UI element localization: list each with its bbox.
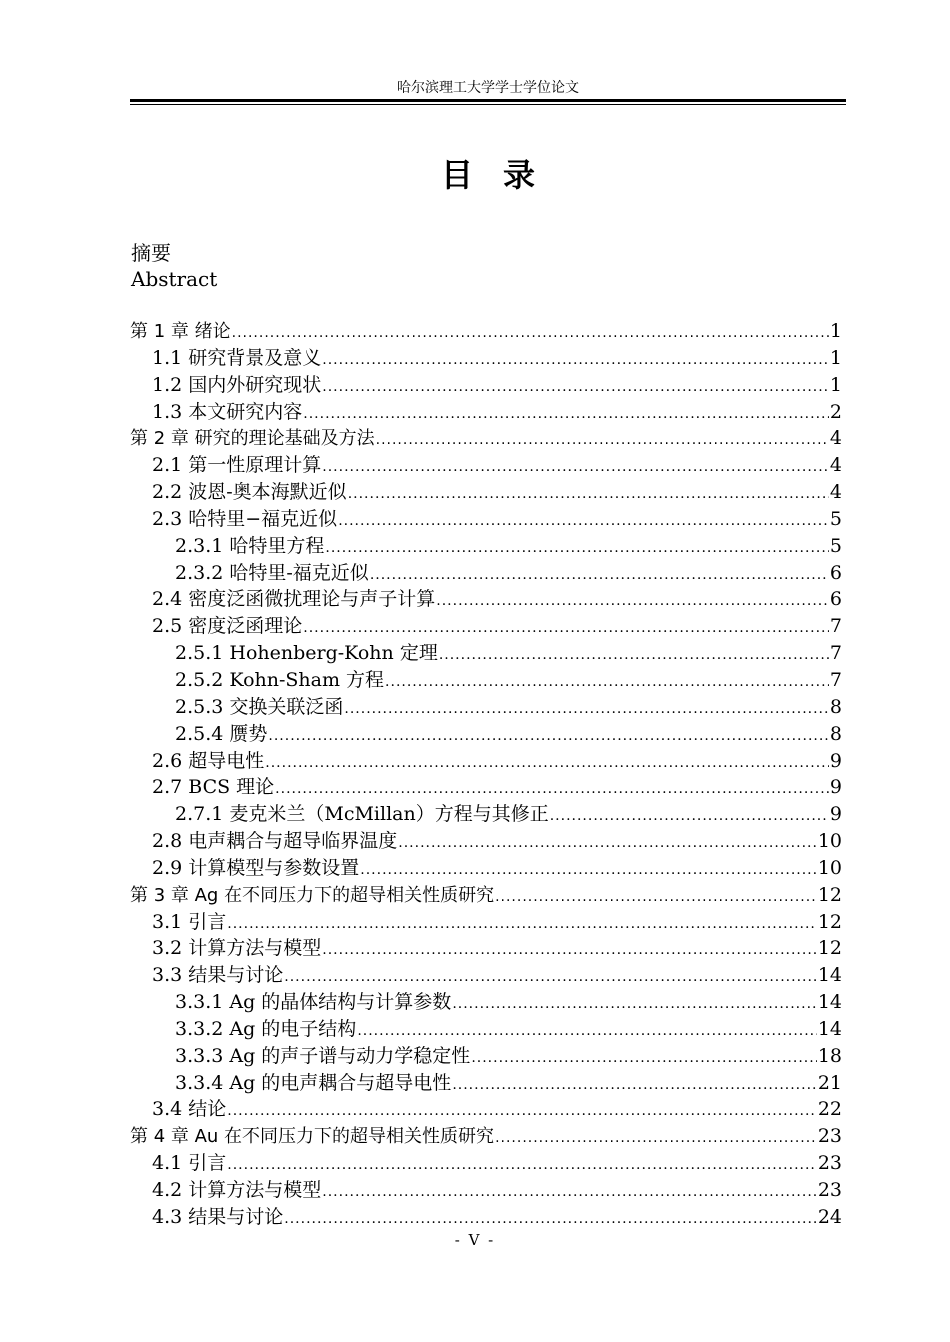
toc-section-entry[interactable] <box>130 1204 842 1231</box>
toc-entry-label: 3.2 计算方法与模型 <box>152 937 322 960</box>
toc-section-entry[interactable] <box>130 774 842 801</box>
toc-entry-label: 3.4 结论 <box>152 1098 227 1121</box>
toc-entry-label: 2.5.4 赝势 <box>175 722 268 745</box>
toc-dot-leader <box>439 642 829 669</box>
toc-dot-leader <box>398 830 817 857</box>
toc-subsection-entry[interactable] <box>130 1016 842 1043</box>
toc-entry-page: 6 <box>829 588 842 611</box>
header-rule <box>130 99 846 102</box>
toc-dot-leader <box>338 508 829 535</box>
toc-entry-label: 2.5 密度泛函理论 <box>152 615 303 638</box>
toc-dot-leader <box>452 991 817 1018</box>
toc-entry-label: 3.3.2 Ag 的电子结构 <box>175 1017 357 1040</box>
toc-entry-label: 第 3 章 Ag 在不同压力下的超导相关性质研究 <box>130 884 495 906</box>
toc-dot-leader <box>322 347 829 374</box>
toc-entry-label: 3.3.3 Ag 的声子谱与动力学稳定性 <box>175 1044 471 1067</box>
toc-dot-leader <box>303 615 829 642</box>
toc-dot-leader <box>360 857 817 884</box>
toc-entry-label: 第 2 章 研究的理论基础及方法 <box>130 428 375 450</box>
toc-section-entry[interactable] <box>130 372 842 399</box>
toc-dot-leader <box>268 723 829 750</box>
abstract-cn-entry[interactable]: 摘要 <box>131 241 171 265</box>
toc-section-entry[interactable] <box>130 399 842 426</box>
toc-entry-label: 4.1 引言 <box>152 1152 227 1175</box>
toc-entry-page: 1 <box>829 320 842 342</box>
toc-dot-leader <box>284 964 817 991</box>
toc-entry-label: 1.2 国内外研究现状 <box>152 373 322 396</box>
toc-entry-page: 10 <box>817 856 842 879</box>
toc-entry-page: 14 <box>817 1017 842 1040</box>
toc-section-entry[interactable] <box>130 748 842 775</box>
toc-entry-page: 14 <box>817 964 842 987</box>
toc-entry-page: 6 <box>829 561 842 584</box>
toc-dot-leader <box>495 884 817 911</box>
toc-section-entry[interactable] <box>130 1177 842 1204</box>
toc-subsection-entry[interactable] <box>130 694 842 721</box>
toc-entry-page: 12 <box>817 883 842 906</box>
toc-section-entry[interactable] <box>130 479 842 506</box>
toc-dot-leader <box>452 1072 817 1099</box>
toc-entry-label: 2.9 计算模型与参数设置 <box>152 856 360 879</box>
toc-subsection-entry[interactable] <box>130 989 842 1016</box>
toc-entry-label: 2.7 BCS 理论 <box>152 776 275 799</box>
toc-entry-page: 7 <box>829 642 842 665</box>
toc-subsection-entry[interactable] <box>130 1070 842 1097</box>
toc-entry-page: 1 <box>829 373 842 396</box>
toc-entry-label: 3.1 引言 <box>152 910 227 933</box>
toc-dot-leader <box>232 320 829 347</box>
toc-section-entry[interactable] <box>130 613 842 640</box>
toc-dot-leader <box>227 911 817 938</box>
toc-entry-label: 2.5.3 交换关联泛函 <box>175 695 344 718</box>
toc-entry-page: 12 <box>817 910 842 933</box>
toc-section-entry[interactable] <box>130 452 842 479</box>
toc-entry-label: 1.1 研究背景及意义 <box>152 346 322 369</box>
toc-entry-page: 7 <box>829 668 842 691</box>
table-of-contents <box>130 318 842 1231</box>
toc-subsection-entry[interactable] <box>130 640 842 667</box>
toc-entry-label: 2.3.1 哈特里方程 <box>175 534 325 557</box>
toc-chapter-entry[interactable] <box>130 425 842 452</box>
toc-entry-page: 7 <box>829 615 842 638</box>
toc-entry-page: 8 <box>829 695 842 718</box>
toc-entry-page: 2 <box>829 400 842 423</box>
toc-dot-leader <box>227 1098 817 1125</box>
toc-entry-page: 5 <box>829 534 842 557</box>
toc-dot-leader <box>265 750 829 777</box>
toc-entry-page: 9 <box>829 749 842 772</box>
page-number: - V - <box>454 1231 496 1249</box>
toc-entry-page: 4 <box>829 481 842 504</box>
toc-subsection-entry[interactable] <box>130 721 842 748</box>
toc-section-entry[interactable] <box>130 506 842 533</box>
toc-chapter-entry[interactable] <box>130 318 842 345</box>
toc-entry-label: 2.3.2 哈特里-福克近似 <box>175 561 369 584</box>
toc-entry-label: 1.3 本文研究内容 <box>152 400 303 423</box>
toc-section-entry[interactable] <box>130 586 842 613</box>
toc-entry-page: 22 <box>817 1098 842 1121</box>
toc-entry-page: 5 <box>829 507 842 530</box>
toc-dot-leader <box>322 1179 817 1206</box>
toc-entry-label: 第 1 章 绪论 <box>130 321 231 342</box>
toc-entry-label: 2.2 波恩-奥本海默近似 <box>152 481 347 504</box>
toc-entry-label: 3.3.4 Ag 的电声耦合与超导电性 <box>175 1071 452 1094</box>
toc-subsection-entry[interactable] <box>130 801 842 828</box>
toc-entry-page: 23 <box>817 1125 842 1148</box>
toc-section-entry[interactable] <box>130 962 842 989</box>
toc-entry-label: 2.5.2 Kohn-Sham 方程 <box>175 668 385 691</box>
toc-entry-page: 9 <box>829 803 842 826</box>
toc-dot-leader <box>550 803 829 830</box>
toc-entry-page: 4 <box>829 427 842 450</box>
toc-dot-leader <box>471 1045 817 1072</box>
toc-entry-label: 4.2 计算方法与模型 <box>152 1179 322 1201</box>
toc-subsection-entry[interactable] <box>130 1043 842 1070</box>
toc-entry-page: 23 <box>817 1179 842 1201</box>
toc-entry-page: 10 <box>817 830 842 853</box>
toc-section-entry[interactable] <box>130 828 842 855</box>
toc-dot-leader <box>495 1125 817 1152</box>
toc-entry-label: 2.5.1 Hohenberg-Kohn 定理 <box>175 642 438 665</box>
toc-entry-page: 9 <box>829 776 842 799</box>
toc-dot-leader <box>284 1206 817 1233</box>
toc-subsection-entry[interactable] <box>130 560 842 587</box>
toc-dot-leader <box>348 481 829 508</box>
toc-entry-page: 14 <box>817 991 842 1014</box>
toc-entry-label: 2.3 哈特里−福克近似 <box>152 507 338 530</box>
toc-dot-leader <box>325 535 829 562</box>
toc-section-entry[interactable] <box>130 935 842 962</box>
toc-chapter-entry[interactable] <box>130 1123 842 1150</box>
toc-entry-page: 12 <box>817 937 842 960</box>
toc-entry-page: 1 <box>829 346 842 369</box>
toc-entry-page: 21 <box>817 1071 842 1094</box>
toc-entry-page: 24 <box>817 1205 842 1228</box>
toc-dot-leader <box>357 1018 817 1045</box>
toc-section-entry[interactable] <box>130 345 842 372</box>
toc-section-entry[interactable] <box>130 1096 842 1123</box>
toc-dot-leader <box>322 454 829 481</box>
toc-dot-leader <box>376 427 829 454</box>
toc-entry-label: 2.8 电声耦合与超导临界温度 <box>152 830 398 853</box>
toc-dot-leader <box>344 696 829 723</box>
page-title: 目录 <box>440 156 565 194</box>
toc-entry-page: 8 <box>829 722 842 745</box>
toc-dot-leader <box>227 1152 817 1179</box>
toc-dot-leader <box>322 374 829 401</box>
toc-section-entry[interactable] <box>130 855 842 882</box>
toc-entry-page: 23 <box>817 1152 842 1175</box>
toc-dot-leader <box>275 776 829 803</box>
toc-subsection-entry[interactable] <box>130 533 842 560</box>
toc-chapter-entry[interactable] <box>130 882 842 909</box>
toc-entry-label: 2.1 第一性原理计算 <box>152 454 322 477</box>
front-matter <box>131 240 217 292</box>
toc-dot-leader <box>322 937 817 964</box>
toc-entry-label: 第 4 章 Au 在不同压力下的超导相关性质研究 <box>130 1126 495 1148</box>
toc-entry-label: 2.4 密度泛函微扰理论与声子计算 <box>152 588 436 611</box>
running-header: 哈尔滨理工大学学士学位论文 <box>397 80 579 96</box>
toc-entry-page: 4 <box>829 454 842 477</box>
toc-entry-label: 3.3.1 Ag 的晶体结构与计算参数 <box>175 991 452 1014</box>
toc-entry-label: 2.6 超导电性 <box>152 749 265 772</box>
toc-section-entry[interactable] <box>130 1150 842 1177</box>
toc-entry-label: 3.3 结果与讨论 <box>152 964 284 987</box>
toc-entry-label: 4.3 结果与讨论 <box>152 1205 284 1228</box>
toc-section-entry[interactable] <box>130 909 842 936</box>
header-rule-thin <box>130 104 846 105</box>
toc-dot-leader <box>370 562 829 589</box>
toc-entry-label: 2.7.1 麦克米兰（McMillan）方程与其修正 <box>175 803 549 826</box>
toc-subsection-entry[interactable] <box>130 667 842 694</box>
toc-dot-leader <box>385 669 829 696</box>
toc-dot-leader <box>436 588 829 615</box>
toc-entry-page: 18 <box>817 1044 842 1067</box>
abstract-en-entry[interactable]: Abstract <box>131 267 218 291</box>
toc-dot-leader <box>303 401 829 428</box>
